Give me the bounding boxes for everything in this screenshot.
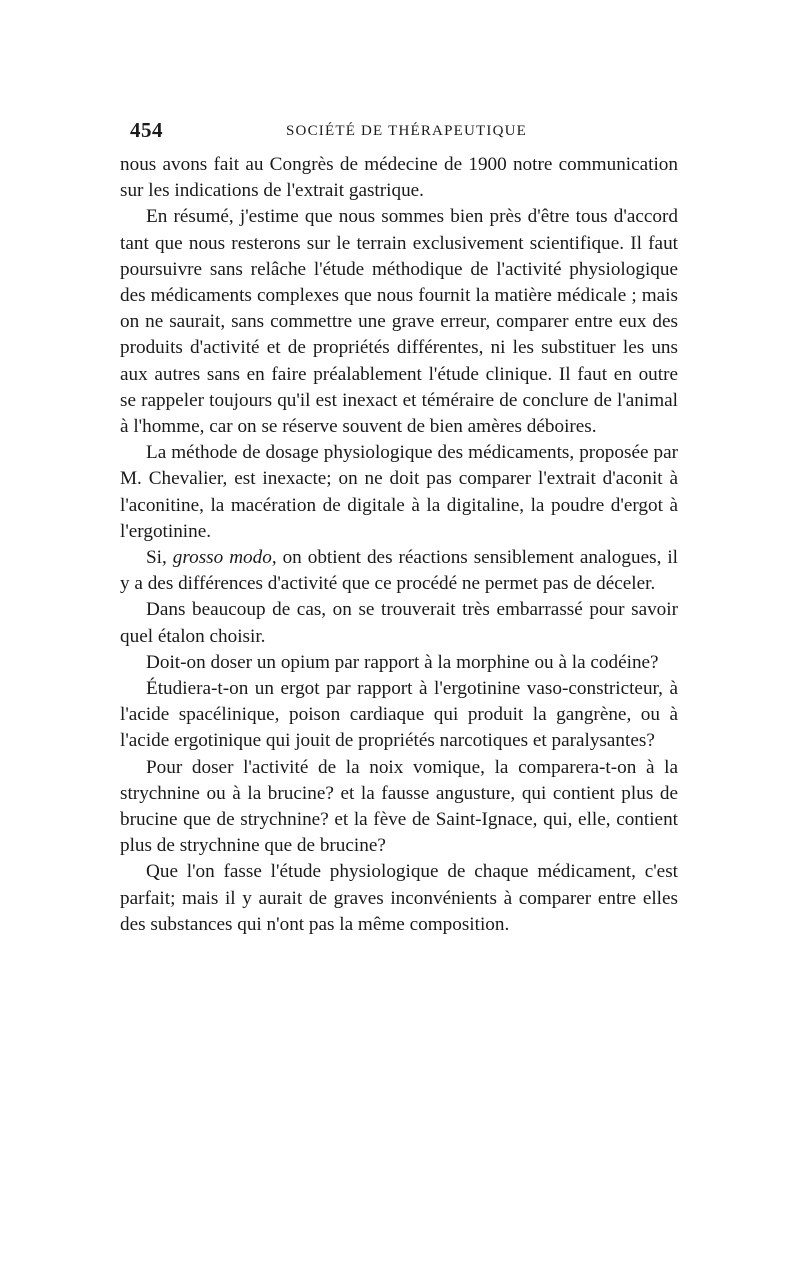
paragraph-text: Si, xyxy=(146,547,173,569)
paragraph: Dans beaucoup de cas, on se trouverait très embarrassé pour savoir quel étalon choisir. xyxy=(120,599,678,647)
italic-phrase: grosso modo xyxy=(172,547,272,569)
paragraph: La méthode de dosage physiologique des médicaments, proposée par M. Chevalier, est inexacte; on ne doit pas comparer l'extrait d'aconit à l'aconitine, la macération de digitale à la digitaline, la poudre d'ergot à l'ergotinine. xyxy=(120,442,678,542)
paragraph: Doit-on doser un opium par rapport à la morphine ou à la codéine? xyxy=(146,651,659,673)
paragraph: Pour doser l'activité de la noix vomique, la comparera-t-on à la strychnine ou à la brucine? et la fausse angusture, qui contient plus de brucine que de strychnine? et la fève de Saint-Ignace, qui, elle, contient plus de strychnine que de brucine? xyxy=(120,756,678,857)
paragraph: Que l'on fasse l'étude physiologique de chaque médicament, c'est parfait; mais il y aurait de graves inconvénients à comparer entre elles des substances qui n'ont pas la même composition. xyxy=(120,861,678,935)
book-page xyxy=(120,118,678,938)
paragraph: Étudiera-t-on un ergot par rapport à l'ergotinine vaso-constricteur, à l'acide spacélinique, poison cardiaque qui produit la gangrène, ou à l'acide ergotinique qui jouit de propriétés narcotiques et paralysantes? xyxy=(120,678,678,752)
running-title: SOCIÉTÉ DE THÉRAPEUTIQUE xyxy=(286,123,528,139)
paragraph-text: , on obtient des réactions sensiblement analogues, il y a des différences d'activité que ce procédé ne permet pas de déceler. xyxy=(120,547,678,595)
running-header xyxy=(120,118,678,148)
paragraph-continued: nous avons fait au Congrès de médecine de 1900 notre communication sur les indications de l'extrait gastrique. xyxy=(120,154,678,202)
paragraph xyxy=(120,545,678,597)
paragraph: En résumé, j'estime que nous sommes bien près d'être tous d'accord tant que nous resterons sur le terrain exclusivement scientifique. Il faut poursuivre sans relâche l'étude méthodique de l'activité physiologique des médicaments complexes que nous fournit la matière médicale ; mais on ne saurait, sans commettre une grave erreur, comparer entre eux des produits d'activité et de propriétés différentes, ni les substituer les uns aux autres sans en faire préalablement l'étude clinique. Il faut en outre se rappeler toujours qu'il est inexact et téméraire de conclure de l'animal à l'homme, car on se réserve souvent de bien amères déboires. xyxy=(120,206,678,438)
page-number: 454 xyxy=(130,118,163,142)
body-text xyxy=(120,152,678,938)
